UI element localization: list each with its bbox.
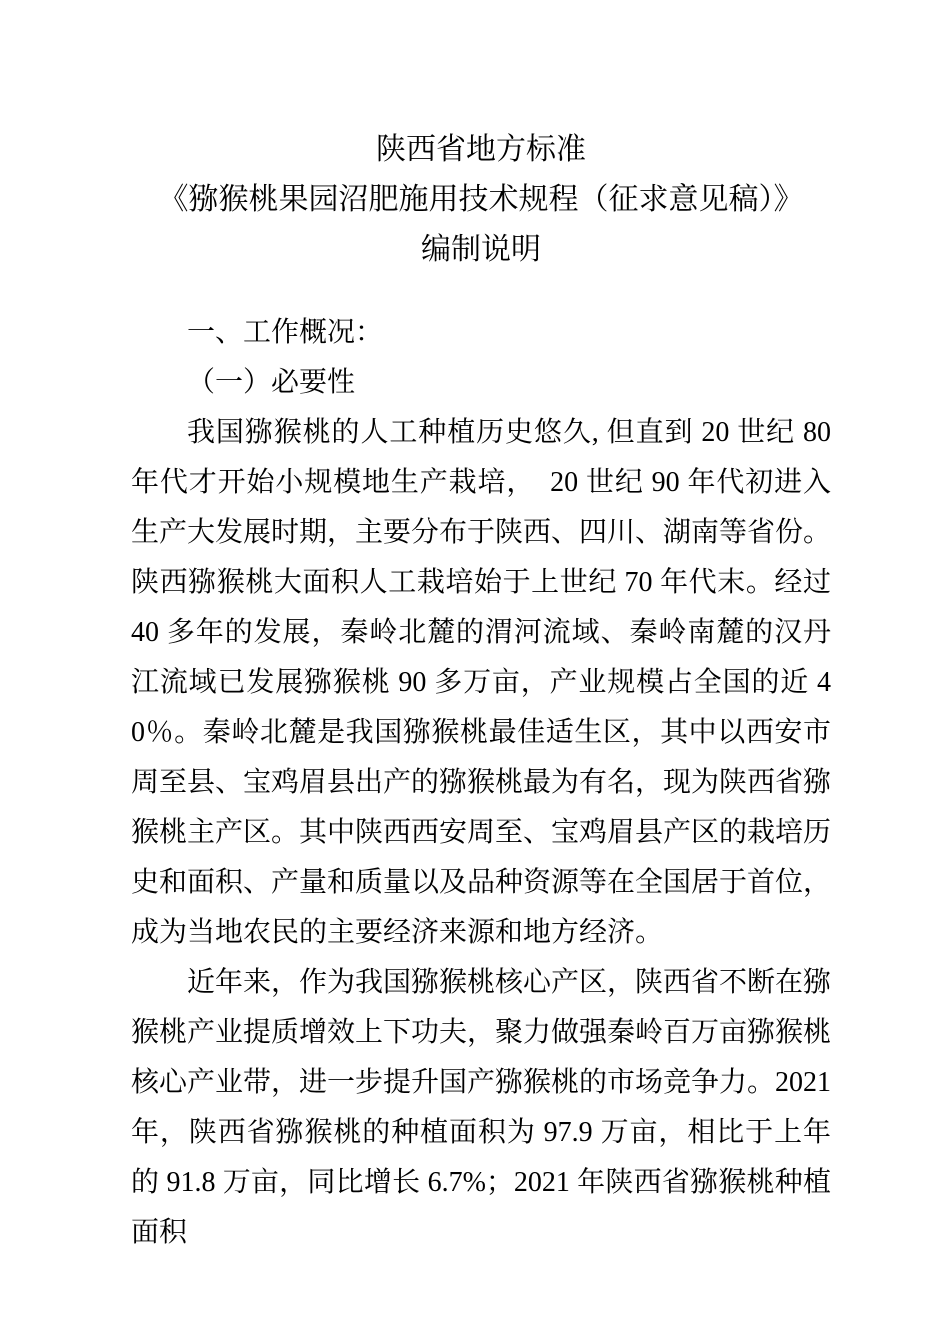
paragraph-recent-years: 近年来，作为我国猕猴桃核心产区，陕西省不断在猕猴桃产业提质增效上下功夫，聚力做强秦岭百万亩猕猴桃核心产业带，进一步提升国产猕猴桃的市场竞争力。2021 年，陕西省猕猴桃的种植面积为 97.9 万亩，相比于上年的 91.8 万亩，同比增长 6.7%；2021 年陕西省猕猴桃种植面积 (131, 967, 832, 1248)
paragraph-history: 我国猕猴桃的人工种植历史悠久, 但直到 20 世纪 80 年代才开始小规模地生产栽培， 20 世纪 90 年代初进入生产大发展时期，主要分布于陕西、四川、湖南等省份。陕西猕猴桃大面积人工栽培始于上世纪 70 年代末。经过 40 多年的发展，秦岭北麓的渭河流域、秦岭南麓的汉丹江流域已发展猕猴桃 90 多万亩，产业规模占全国的近 40％。秦岭北麓是我国猕猴桃最佳适生区，其中以西安市周至县、宝鸡眉县出产的猕猴桃最为有名，现为陕西省猕猴桃主产区。其中陕西西安周至、宝鸡眉县产区的栽培历史和面积、产量和质量以及品种资源等在全国居于首位，成为当地农民的主要经济来源和地方经济。 (131, 417, 832, 948)
document-title (131, 125, 831, 275)
subsection-heading-necessity: （一）必要性 (187, 367, 356, 398)
title-line-standard: 陕西省地方标准 (376, 133, 586, 166)
document-body (131, 308, 831, 1258)
title-line-compilation-notes: 编制说明 (421, 233, 541, 266)
section-heading-work-overview: 一、工作概况： (187, 317, 384, 348)
title-line-regulation-name: 《猕猴桃果园沼肥施用技术规程（征求意见稿）》 (158, 183, 804, 216)
